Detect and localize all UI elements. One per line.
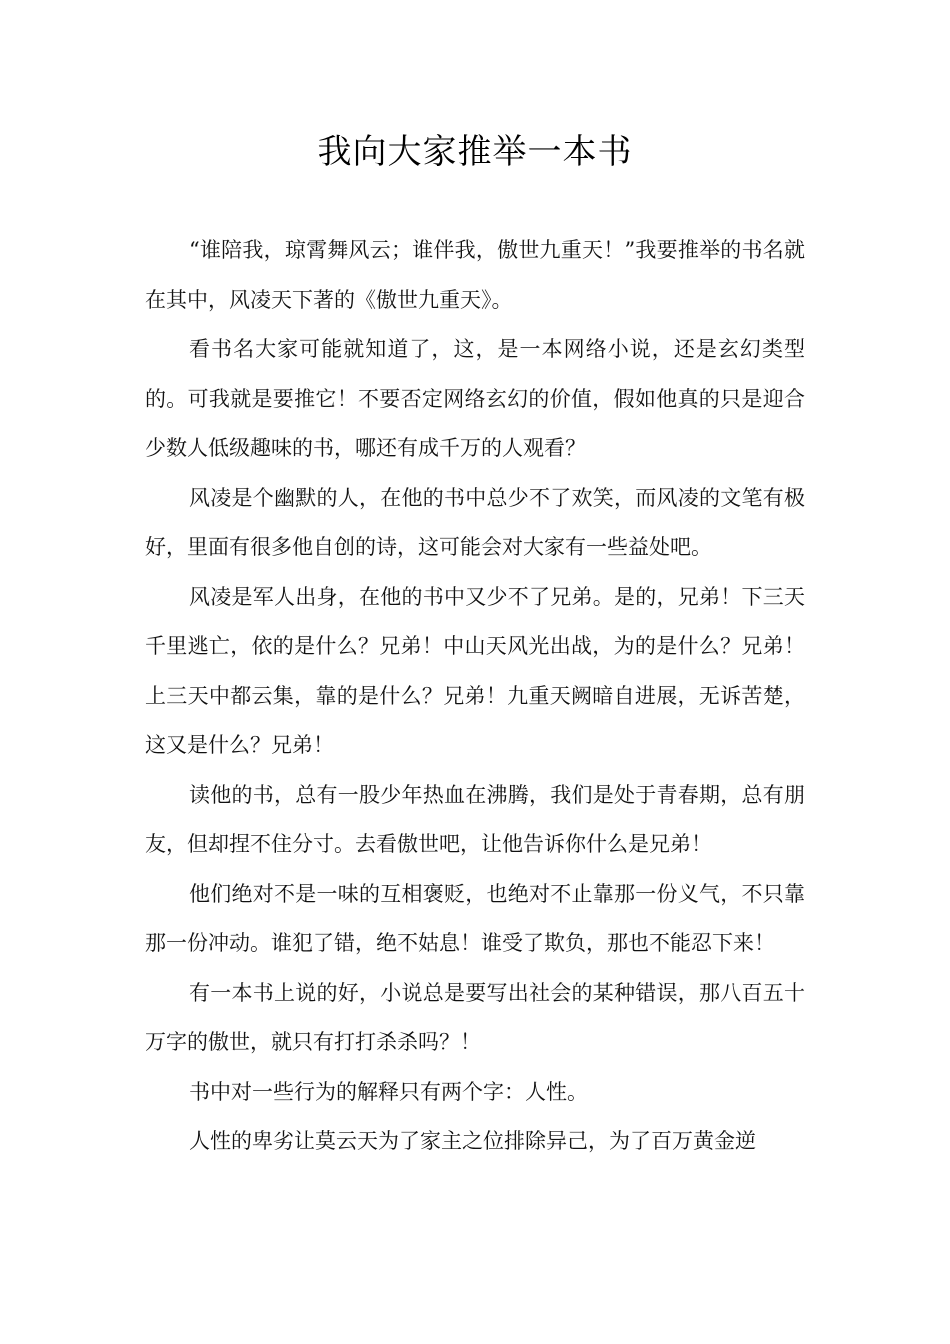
paragraph: 风凌是军人出身，在他的书中又少不了兄弟。是的，兄弟！下三天千里逃亡，依的是什么？兄弟！中山天风光出战，为的是什么？兄弟！上三天中都云集，靠的是什么？兄弟！九重天阙暗自进展，无诉苦楚，这又是什么？兄弟！ (145, 584, 805, 757)
paragraph: 人性的卑劣让莫云天为了家主之位排除异己，为了百万黄金逆 (189, 1129, 756, 1153)
paragraph: 看书名大家可能就知道了，这，是一本网络小说，还是玄幻类型的。可我就是要推它！不要否定网络玄幻的价值，假如他真的只是迎合少数人低级趣味的书，哪还有成千万的人观看？ (145, 337, 805, 460)
paragraph: 读他的书，总有一股少年热血在沸腾，我们是处于青春期，总有朋友，但却捏不住分寸。去看傲世吧，让他告诉你什么是兄弟！ (145, 782, 805, 856)
document-title: 我向大家推举一本书 (317, 132, 633, 172)
document-body (145, 226, 805, 1167)
paragraph: 有一本书上说的好，小说总是要写出社会的某种错误，那八百五十万字的傲世，就只有打打杀杀吗？！ (145, 980, 805, 1054)
paragraph: “谁陪我，琼霄舞风云；谁伴我，傲世九重天！”我要推举的书名就在其中，风凌天下著的《傲世九重天》。 (145, 238, 805, 312)
paragraph: 风凌是个幽默的人，在他的书中总少不了欢笑，而风凌的文笔有极好，里面有很多他自创的诗，这可能会对大家有一些益处吧。 (145, 485, 805, 559)
paragraph: 书中对一些行为的解释只有两个字：人性。 (189, 1079, 588, 1104)
paragraph: 他们绝对不是一味的互相褒贬，也绝对不止靠那一份义气，不只靠那一份冲动。谁犯了错，绝不姑息！谁受了欺负，那也不能忍下来！ (145, 881, 805, 955)
